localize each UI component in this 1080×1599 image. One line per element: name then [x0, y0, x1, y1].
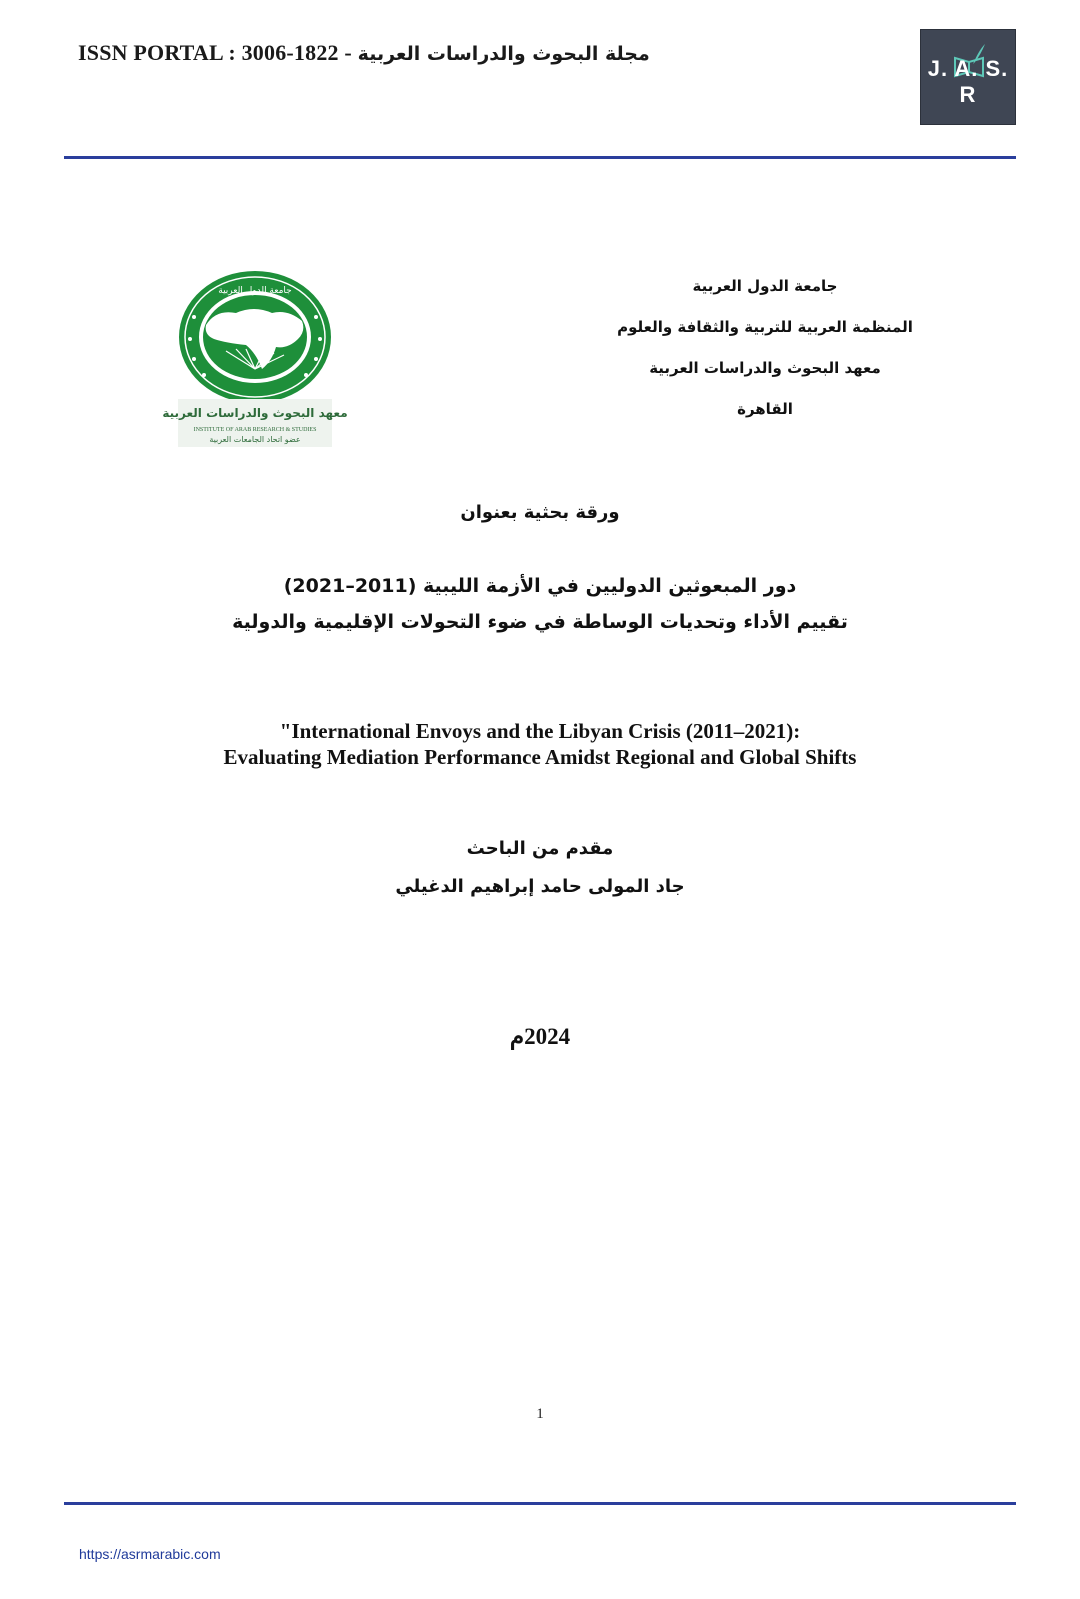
- logo-text: J. A. S. R: [927, 56, 1009, 107]
- journal-header: [78, 40, 650, 66]
- title-en-line1: "International Envoys and the Libyan Crisis (2011–2021):: [279, 719, 801, 743]
- institution-block: [600, 276, 930, 440]
- title-ar-line2: تقييم الأداء وتحديات الوساطة في ضوء التحولات الإقليمية والدولية: [232, 611, 848, 633]
- emblem-ring-text: جامعة الدول العربية: [218, 286, 292, 296]
- author-name: جاد المولى حامد إبراهيم الدغيلي: [395, 876, 685, 897]
- header-divider: [64, 156, 1016, 159]
- issn-label: ISSN PORTAL : 3006-1822: [78, 40, 339, 65]
- footer-url-link[interactable]: https://asrmarabic.com: [79, 1546, 221, 1562]
- institution-line: المنظمة العربية للتربية والثقافة والعلوم: [617, 318, 913, 336]
- emblem-caption-en: INSTITUTE OF ARAB RESEARCH & STUDIES: [193, 427, 317, 433]
- paper-label: ورقة بحثية بعنوان: [460, 502, 620, 523]
- header-separator: -: [338, 40, 358, 65]
- institution-line: جامعة الدول العربية: [692, 277, 838, 295]
- presented-by: مقدم من الباحث: [466, 838, 614, 859]
- jasr-logo: [920, 29, 1016, 125]
- page-number: 1: [536, 1406, 544, 1422]
- institution-line: معهد البحوث والدراسات العربية: [649, 359, 881, 377]
- publication-year: 2024م: [509, 1024, 571, 1049]
- arab-league-emblem: [162, 269, 348, 449]
- footer-divider: [64, 1502, 1016, 1505]
- institution-line: القاهرة: [737, 400, 793, 418]
- journal-name-ar: مجلة البحوث والدراسات العربية: [357, 43, 650, 65]
- title-en-line2: Evaluating Mediation Performance Amidst Regional and Global Shifts: [223, 745, 857, 769]
- emblem-caption-sub: عضو اتحاد الجامعات العربية: [209, 435, 301, 444]
- title-ar-line1: دور المبعوثين الدوليين في الأزمة الليبية (2011–2021): [283, 575, 797, 597]
- emblem-caption-ar: معهد البحوث والدراسات العربية: [162, 406, 348, 420]
